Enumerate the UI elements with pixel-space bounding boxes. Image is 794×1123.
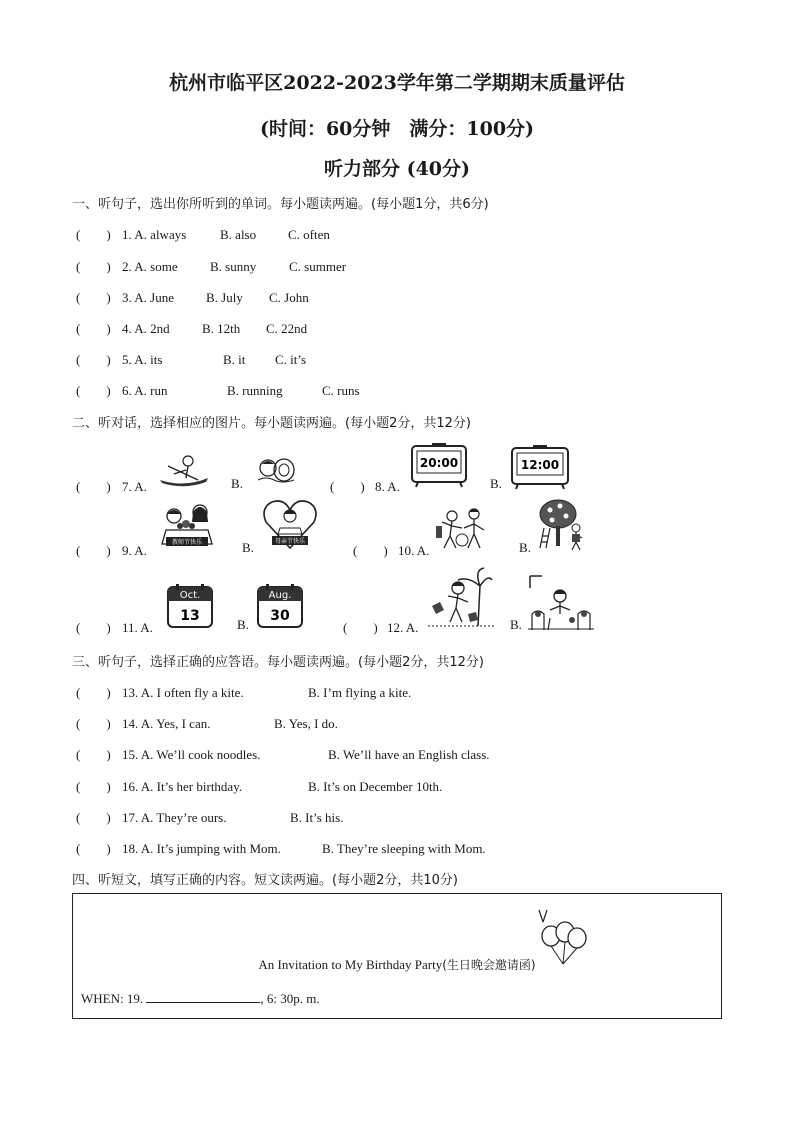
answer-paren[interactable]: ( ): [76, 779, 111, 794]
question-14: [76, 713, 338, 732]
question-1: [76, 224, 330, 243]
calendar-a-day: 13: [180, 608, 200, 624]
answer-paren[interactable]: ( ): [330, 479, 365, 494]
answer-paren[interactable]: ( ): [76, 685, 111, 700]
question-5: [76, 349, 306, 368]
section-2-heading: 二、听对话，选择相应的图片。每小题读两遍。(每小题2分，共12分): [72, 416, 471, 431]
option-b: B. We’ll have an English class.: [328, 747, 490, 762]
answer-paren[interactable]: ( ): [76, 747, 111, 762]
option-c: C. often: [288, 227, 330, 242]
calendar-a-month: Oct.: [179, 590, 201, 601]
question-4: [76, 318, 307, 337]
option-c: C. it’s: [275, 352, 307, 367]
option-b-label: B.: [510, 617, 522, 632]
option-b: B. I’m flying a kite.: [308, 685, 412, 700]
teachers-day-sign: 教师节快乐: [171, 539, 203, 546]
clock-a-time: 20:00: [419, 456, 459, 470]
question-18: [76, 838, 486, 857]
answer-paren[interactable]: ( ): [76, 841, 111, 856]
option-c: C. John: [269, 290, 309, 305]
exam-title: 杭州市临平区2022-2023学年第二学期期末质量评估: [169, 72, 625, 94]
mothers-day-sign: 母亲节快乐: [274, 538, 306, 545]
mothers-day-picture: [260, 498, 320, 554]
invitation-title-en: An Invitation to My Birthday Party: [258, 957, 443, 972]
rowing-boat-picture: [158, 452, 210, 488]
question-7: [76, 476, 147, 495]
option-b: B. sunny: [210, 259, 257, 274]
question-15: [76, 744, 490, 763]
question-3: [76, 287, 309, 306]
picking-apples-picture: [536, 498, 590, 554]
answer-paren[interactable]: ( ): [76, 259, 111, 274]
alarm-clock-2000-picture: [410, 442, 468, 488]
question-11: [76, 617, 153, 636]
calendar-oct-13-picture: [166, 583, 214, 629]
answer-paren[interactable]: ( ): [76, 290, 111, 305]
option-a-label: 8. A.: [375, 479, 400, 494]
answer-blank-19[interactable]: [146, 990, 260, 1003]
kids-playing-picture: [434, 504, 490, 552]
listening-part-heading: 听力部分 (40分): [323, 158, 471, 180]
option-a: 14. A. Yes, I can.: [122, 716, 211, 731]
option-a-label: 7. A.: [122, 479, 147, 494]
option-b: B. also: [220, 227, 257, 242]
swimming-picture: [254, 454, 298, 486]
answer-paren[interactable]: ( ): [76, 352, 111, 367]
when-suffix: , 6: 30p. m.: [260, 991, 320, 1006]
answer-paren[interactable]: ( ): [343, 620, 378, 635]
option-a: 1. A. always: [122, 227, 187, 242]
option-c: C. 22nd: [266, 321, 308, 336]
option-b: B. It’s on December 10th.: [308, 779, 443, 794]
option-a-label: 12. A.: [387, 620, 419, 635]
question-17: [76, 807, 343, 826]
option-a-label: 11. A.: [122, 620, 153, 635]
question-10: [353, 540, 429, 559]
option-b: B. July: [206, 290, 243, 305]
question-6: [76, 380, 360, 399]
option-a: 5. A. its: [122, 352, 163, 367]
option-c: C. runs: [322, 383, 360, 398]
question-9: [76, 540, 147, 559]
option-b-label: B.: [519, 540, 531, 555]
teachers-day-picture: [156, 500, 218, 554]
option-a: 18. A. It’s jumping with Mom.: [122, 841, 281, 856]
option-b: B. it: [223, 352, 246, 367]
option-a: 2. A. some: [122, 259, 178, 274]
section-3-heading: 三、听句子，选择正确的应答语。每小题读两遍。(每小题2分，共12分): [72, 655, 484, 670]
option-a: 15. A. We’ll cook noodles.: [122, 747, 261, 762]
girl-in-garden-picture: [528, 574, 594, 630]
option-b-label: B.: [242, 540, 254, 555]
option-b: B. 12th: [202, 321, 241, 336]
calendar-b-day: 30: [270, 608, 290, 624]
option-a: 13. A. I often fly a kite.: [122, 685, 244, 700]
option-b-label: B.: [237, 617, 249, 632]
invitation-title: [73, 956, 721, 973]
answer-paren[interactable]: ( ): [76, 383, 111, 398]
clock-b-time: 12:00: [520, 458, 560, 472]
when-label: WHEN: 19.: [81, 991, 144, 1006]
girl-with-animals-picture: [428, 566, 494, 630]
section-4-heading: 四、听短文，填写正确的内容。短文读两遍。(每小题2分，共10分): [72, 873, 458, 888]
option-a-label: 10. A.: [398, 543, 430, 558]
option-a: 3. A. June: [122, 290, 174, 305]
option-a: 4. A. 2nd: [122, 321, 170, 336]
option-a-label: 9. A.: [122, 543, 147, 558]
invitation-title-cn: (生日晚会邀请函): [442, 958, 536, 972]
answer-paren[interactable]: ( ): [76, 716, 111, 731]
option-b-label: B.: [490, 476, 502, 491]
answer-paren[interactable]: ( ): [76, 620, 111, 635]
when-line: [81, 990, 320, 1007]
answer-paren[interactable]: ( ): [76, 479, 111, 494]
question-8: [330, 476, 400, 495]
option-b-label: B.: [231, 476, 243, 491]
answer-paren[interactable]: ( ): [76, 321, 111, 336]
option-b: B. They’re sleeping with Mom.: [322, 841, 486, 856]
exam-time-score: (时间：60分钟 满分：100分): [259, 118, 535, 140]
section-1-heading: 一、听句子，选出你所听到的单词。每小题读两遍。(每小题1分，共6分): [72, 197, 489, 212]
answer-paren[interactable]: ( ): [76, 227, 111, 242]
answer-paren[interactable]: ( ): [353, 543, 388, 558]
question-16: [76, 776, 442, 795]
alarm-clock-1200-picture: [510, 444, 570, 490]
answer-paren[interactable]: ( ): [76, 543, 111, 558]
question-13: [76, 682, 411, 701]
answer-paren[interactable]: ( ): [76, 810, 111, 825]
option-c: C. summer: [289, 259, 347, 274]
calendar-aug-30-picture: [256, 583, 304, 629]
option-a: 16. A. It’s her birthday.: [122, 779, 243, 794]
option-b: B. running: [227, 383, 283, 398]
question-2: [76, 256, 346, 275]
question-12: [343, 617, 418, 636]
option-b: B. Yes, I do.: [274, 716, 338, 731]
option-b: B. It’s his.: [290, 810, 344, 825]
invitation-box: [72, 893, 722, 1019]
calendar-b-month: Aug.: [268, 590, 292, 601]
option-a: 17. A. They’re ours.: [122, 810, 227, 825]
option-a: 6. A. run: [122, 383, 168, 398]
